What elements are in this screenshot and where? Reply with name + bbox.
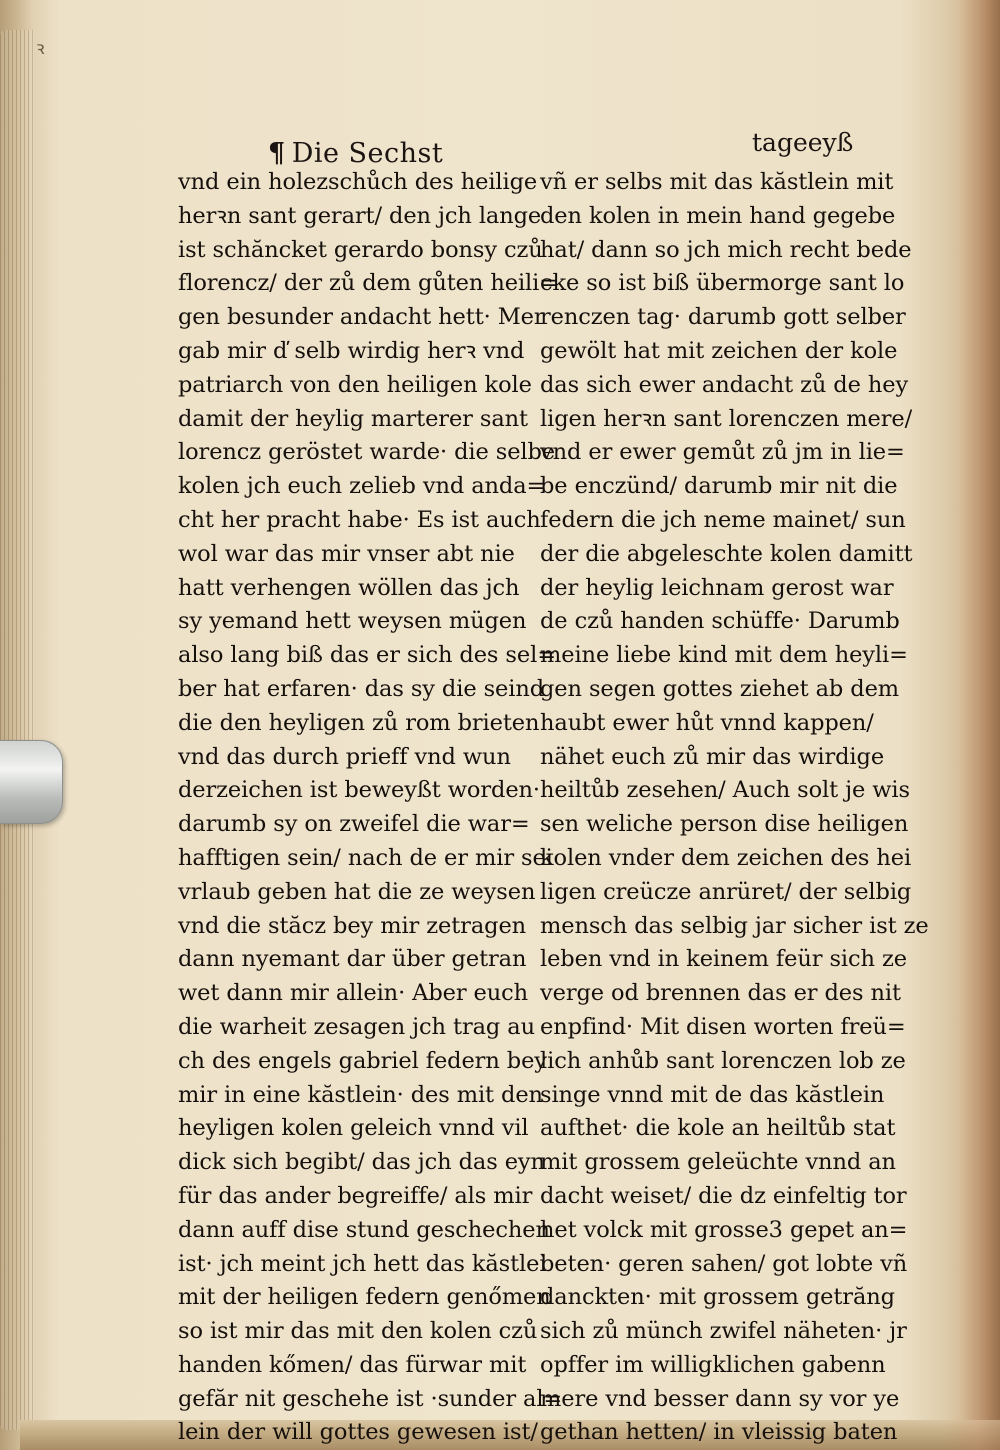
text-line: kolen vnder dem zeichen des hei [540,844,912,871]
text-line: nähet euch zů mir das wirdige [540,743,885,770]
text-line: het volck mit grosse3 gepet an= [540,1216,908,1243]
book-clip [0,740,63,824]
text-column-right [540,166,929,1450]
text-line: gen besunder andacht hett· Mer [178,304,545,331]
text-line: gefăr nit geschehe ist ·sunder al= [178,1385,563,1412]
pilcrow-mark: ¶ [268,138,286,169]
text-line: opffer im willigklichen gabenn [540,1351,886,1378]
text-line: wet dann mir allein· Aber euch [178,980,529,1007]
running-heading-left-text: Die Sechst [291,138,444,169]
text-line: aufthet· die kole an heiltůb stat [540,1115,896,1142]
text-line: wol war das mir vnser abt nie [178,540,515,567]
text-line: vnd das durch prieff vnd wun [178,743,511,770]
text-line: herꝛn sant gerart/ den jch lange [178,202,542,229]
text-line: mensch das selbig jar sicher ist ze [540,912,929,939]
text-line: lorencz geröstet warde· die selbe [178,439,556,466]
text-line: vnd die stăcz bey mir zetragen [178,912,527,939]
text-line: die den heyligen zů rom brieten [178,709,540,736]
text-line: kolen jch euch zelieb vnd anda= [178,473,546,500]
text-line: mit der heiligen federn genőmen [178,1284,551,1311]
corner-mark: ꝛ [36,38,45,59]
text-line: haubt ewer hůt vnnd kappen/ [540,709,874,736]
text-line: florencz/ der zů dem gůten heili= [178,270,558,297]
text-line: enpfind· Mit disen worten freü= [540,1013,906,1040]
text-line: patriarch von den heiligen kole [178,371,532,398]
text-line: darumb sy on zweifel die war= [178,811,530,838]
text-line: für das ander begreiffe/ als mir [178,1182,533,1209]
text-line: sy yemand hett weysen mügen [178,608,527,635]
text-line: der die abgeleschte kolen damitt [540,540,913,567]
text-line: die warheit zesagen jch trag au [178,1013,535,1040]
text-line: beten· geren sahen/ got lobte vñ [540,1250,908,1277]
text-line: meine liebe kind mit dem heyli= [540,642,908,669]
text-line: de czů handen schüffe· Darumb [540,608,900,635]
text-line: dick sich begibt/ das jch das eyn [178,1149,545,1176]
text-line: gewölt hat mit zeichen der kole [540,337,898,364]
text-line: heiltůb zesehen/ Auch solt je wis [540,777,910,804]
running-heading-left [268,138,443,169]
text-line: be enczünd/ darumb mir nit die [540,473,898,500]
text-line: federn die jch neme mainet/ sun [540,506,906,533]
text-line: das sich ewer andacht zů de hey [540,371,909,398]
text-line: ligen creücze anrüret/ der selbig [540,878,912,905]
text-line: ber hat erfaren· das sy die seind [178,675,545,702]
text-line: ligen herꝛn sant lorenczen mere/ [540,405,913,432]
text-line: handen kőmen/ das fürwar mit [178,1351,527,1378]
text-line: dann nyemant dar über getran [178,946,527,973]
text-line: verge od brennen das er des nit [540,980,901,1007]
text-line: renczen tag· darumb gott selber [540,304,906,331]
text-line: mit grossem geleüchte vnnd an [540,1149,896,1176]
text-line: der heylig leichnam gerost war [540,574,894,601]
text-line: mere vnd besser dann sy vor ye [540,1385,900,1412]
text-line: ist schăncket gerardo bonsy czů [178,236,543,263]
text-line: den kolen in mein hand gegebe [540,202,896,229]
text-line: hatt verhengen wöllen das jch [178,574,520,601]
text-line: lein der will gottes gewesen ist/ [178,1419,538,1446]
text-line: sen weliche person dise heiligen [540,811,909,838]
running-heading-right: tageeyß [752,128,854,157]
text-line: gethan hetten/ in vleissig baten [540,1419,898,1446]
text-line: ist· jch meint jch hett das kăstlei [178,1250,547,1277]
text-line: danckten· mit grossem getrăng [540,1284,895,1311]
text-column-left [178,166,563,1450]
text-line: damit der heylig marterer sant [178,405,528,432]
text-line: derzeichen ist beweyßt worden· [178,777,540,804]
text-line: ch des engels gabriel federn bey [178,1047,547,1074]
text-line: gen segen gottes ziehet ab dem [540,675,900,702]
text-line: dacht weiset/ die dz einfeltig tor [540,1182,907,1209]
text-line: lich anhůb sant lorenczen lob ze [540,1047,906,1074]
text-line: vrlaub geben hat die ze weysen [178,878,536,905]
text-line: vnd ein holezschůch des heilige [178,169,538,195]
text-line: sich zů münch zwifel näheten· jr [540,1318,907,1345]
text-line: singe vnnd mit de das kăstlein [540,1081,885,1108]
text-line: also lang biß das er sich des sel= [178,642,556,669]
page-stack-left-edge [0,30,34,1430]
text-line: mir in eine kăstlein· des mit den [178,1081,543,1108]
page-stain-right [945,0,1000,1450]
text-line: so ist mir das mit den kolen czů [178,1318,538,1345]
text-line: gab mir ď selb wirdig herꝛ vnd [178,337,525,364]
text-line: vñ er selbs mit das kăstlein mit [540,169,894,195]
text-line: heyligen kolen geleich vnnd vil [178,1115,529,1142]
text-line: hat/ dann so jch mich recht bede [540,236,912,263]
text-line: cht her pracht habe· Es ist auch [178,506,541,533]
text-line: leben vnd in keinem feür sich ze [540,946,907,973]
text-line: hafftigen sein/ nach de er mir sei [178,844,553,871]
text-line: cke so ist biß übermorge sant lo [540,270,905,297]
text-line: dann auff dise stund geschechen [178,1216,550,1243]
text-line: vnd er ewer gemůt zů jm in lie= [540,439,905,466]
